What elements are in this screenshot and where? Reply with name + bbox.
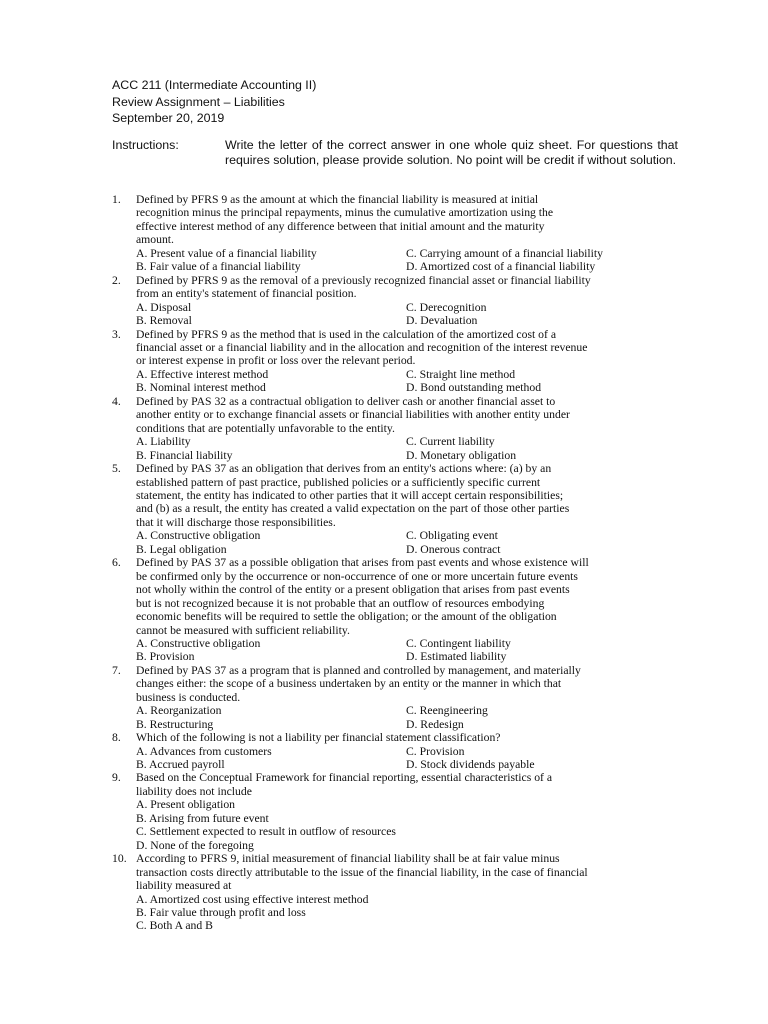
instructions-text: Write the letter of the correct answer in one whole quiz sheet. For questions that requires solution, please provide solution. No point will be credit if without solution.: [225, 138, 678, 167]
question-number: 4.: [112, 394, 121, 408]
question-item: [112, 328, 678, 395]
answer-option: A. Constructive obligation: [136, 529, 261, 543]
answer-option: B. Provision: [136, 650, 195, 664]
document-header: [112, 77, 316, 127]
answer-option: B. Arising from future event: [136, 811, 269, 825]
answer-option: C. Straight line method: [406, 367, 516, 381]
answer-option: C. Derecognition: [406, 300, 487, 314]
answer-option: A. Advances from customers: [136, 744, 272, 758]
answer-option: D. None of the foregoing: [136, 838, 254, 852]
answer-option: C. Reengineering: [406, 704, 488, 718]
answer-option: C. Both A and B: [136, 919, 213, 933]
question-stem: Defined by PAS 37 as a possible obligation that arises from past events and whose existence will be confirmed only by the occurrence or non-occurrence of one or more uncertain future events not wholly within the control of the entity or a present obligation that arises from past events but is not recognized because it is not probable that an outflow of resources embodying economic benefits will be required to settle the obligation; or the amount of the obligation cannot be measured with sufficient reliability.: [136, 556, 589, 637]
answer-option: D. Redesign: [406, 717, 464, 731]
answer-option: B. Fair value of a financial liability: [136, 260, 301, 274]
assignment-date: September 20, 2019: [112, 111, 225, 125]
question-number: 1.: [112, 193, 121, 206]
question-number: 3.: [112, 327, 121, 341]
question-number: 7.: [112, 663, 121, 677]
assignment-title: Review Assignment – Liabilities: [112, 94, 285, 109]
answer-option: A. Liability: [136, 435, 191, 449]
question-stem: According to PFRS 9, initial measurement of financial liability shall be at fair value minus transaction costs directly attributable to the issue of the financial liability, in the case of financial liability measured at: [136, 852, 588, 893]
question-stem: Which of the following is not a liability per financial statement classification?: [136, 731, 501, 745]
answer-options: [136, 368, 678, 395]
answer-options: [136, 301, 678, 328]
answer-option: D. Stock dividends payable: [406, 758, 535, 772]
answer-option: B. Restructuring: [136, 717, 214, 731]
answer-option: A. Present obligation: [136, 798, 236, 812]
question-item: [112, 852, 678, 933]
question-stem: Based on the Conceptual Framework for financial reporting, essential characteristics of a liability does not include: [136, 771, 553, 798]
question-stem: Defined by PAS 32 as a contractual obligation to deliver cash or another financial asset to another entity or to exchange financial assets or financial liabilities with another entity under conditions that are potentially unfavorable to the entity.: [136, 394, 570, 435]
answer-option: B. Financial liability: [136, 448, 233, 462]
question-number: 9.: [112, 771, 121, 785]
answer-option: B. Nominal interest method: [136, 381, 266, 395]
question-item: [112, 771, 678, 852]
answer-option: A. Present value of a financial liability: [136, 246, 317, 260]
answer-options: [136, 247, 678, 274]
answer-options: [136, 798, 678, 852]
answer-option: D. Devaluation: [406, 314, 478, 328]
answer-option: C. Obligating event: [406, 529, 498, 543]
answer-option: B. Fair value through profit and loss: [136, 906, 306, 920]
answer-options: [136, 435, 678, 462]
question-number: 6.: [112, 556, 121, 570]
question-stem: Defined by PFRS 9 as the method that is used in the calculation of the amortized cost of a financial asset or a financial liability and in the allocation and recognition of the interest revenue or interest expense in profit or loss over the relevant period.: [136, 327, 588, 368]
question-item: [112, 193, 678, 274]
answer-options: [136, 704, 678, 731]
answer-option: C. Carrying amount of a financial liability: [406, 246, 604, 260]
answer-option: D. Onerous contract: [406, 542, 501, 556]
answer-option: A. Constructive obligation: [136, 636, 261, 650]
question-number: 2.: [112, 273, 121, 287]
question-item: [112, 664, 678, 731]
answer-option: C. Settlement expected to result in outflow of resources: [136, 825, 396, 839]
answer-option: A. Reorganization: [136, 704, 222, 718]
question-stem: Defined by PFRS 9 as the removal of a previously recognized financial asset or financial liability from an entity's statement of financial position.: [136, 273, 591, 301]
question-stem: Defined by PFRS 9 as the amount at which the financial liability is measured at initial recognition minus the principal repayments, minus the cumulative amortization using the effective interest method of any difference between that initial amount and the maturity amount.: [136, 193, 554, 247]
answer-option: A. Effective interest method: [136, 367, 269, 381]
answer-option: A. Amortized cost using effective interest method: [136, 892, 369, 906]
answer-option: C. Contingent liability: [406, 636, 511, 650]
question-item: [112, 731, 678, 771]
answer-option: C. Provision: [406, 744, 465, 758]
answer-options: [136, 637, 678, 664]
answer-option: B. Accrued payroll: [136, 758, 225, 772]
answer-option: D. Estimated liability: [406, 650, 507, 664]
question-item: [112, 556, 678, 664]
answer-option: B. Removal: [136, 314, 192, 328]
course-title: ACC 211 (Intermediate Accounting II): [112, 78, 317, 92]
question-number: 8.: [112, 731, 121, 745]
answer-option: C. Current liability: [406, 435, 495, 449]
question-stem: Defined by PAS 37 as a program that is planned and controlled by management, and materially changes either: the scope of a business undertaken by an entity or the manner in which that business is conducted.: [136, 663, 581, 704]
question-number: 5.: [112, 462, 121, 476]
instructions-label: Instructions:: [112, 138, 179, 152]
question-item: [112, 274, 678, 328]
answer-option: D. Bond outstanding method: [406, 381, 542, 395]
question-number: 10.: [112, 852, 127, 866]
question-stem: Defined by PAS 37 as an obligation that derives from an entity's actions where: (a) by an established pattern of past practice, published policies or a sufficiently specific current statement, the entity has indicated to other parties that it will accept certain responsibilities; and (b) as a result, the entity has created a valid expectation on the part of those other parties that it will discharge those responsibilities.: [136, 462, 570, 529]
answer-options: [136, 745, 678, 772]
answer-option: B. Legal obligation: [136, 542, 227, 556]
answer-option: A. Disposal: [136, 300, 192, 314]
question-list: [112, 193, 678, 933]
answer-option: D. Amortized cost of a financial liability: [406, 260, 596, 274]
answer-options: [136, 529, 678, 556]
question-item: [112, 395, 678, 462]
question-item: [112, 462, 678, 556]
answer-option: D. Monetary obligation: [406, 448, 517, 462]
answer-options: [136, 893, 678, 933]
